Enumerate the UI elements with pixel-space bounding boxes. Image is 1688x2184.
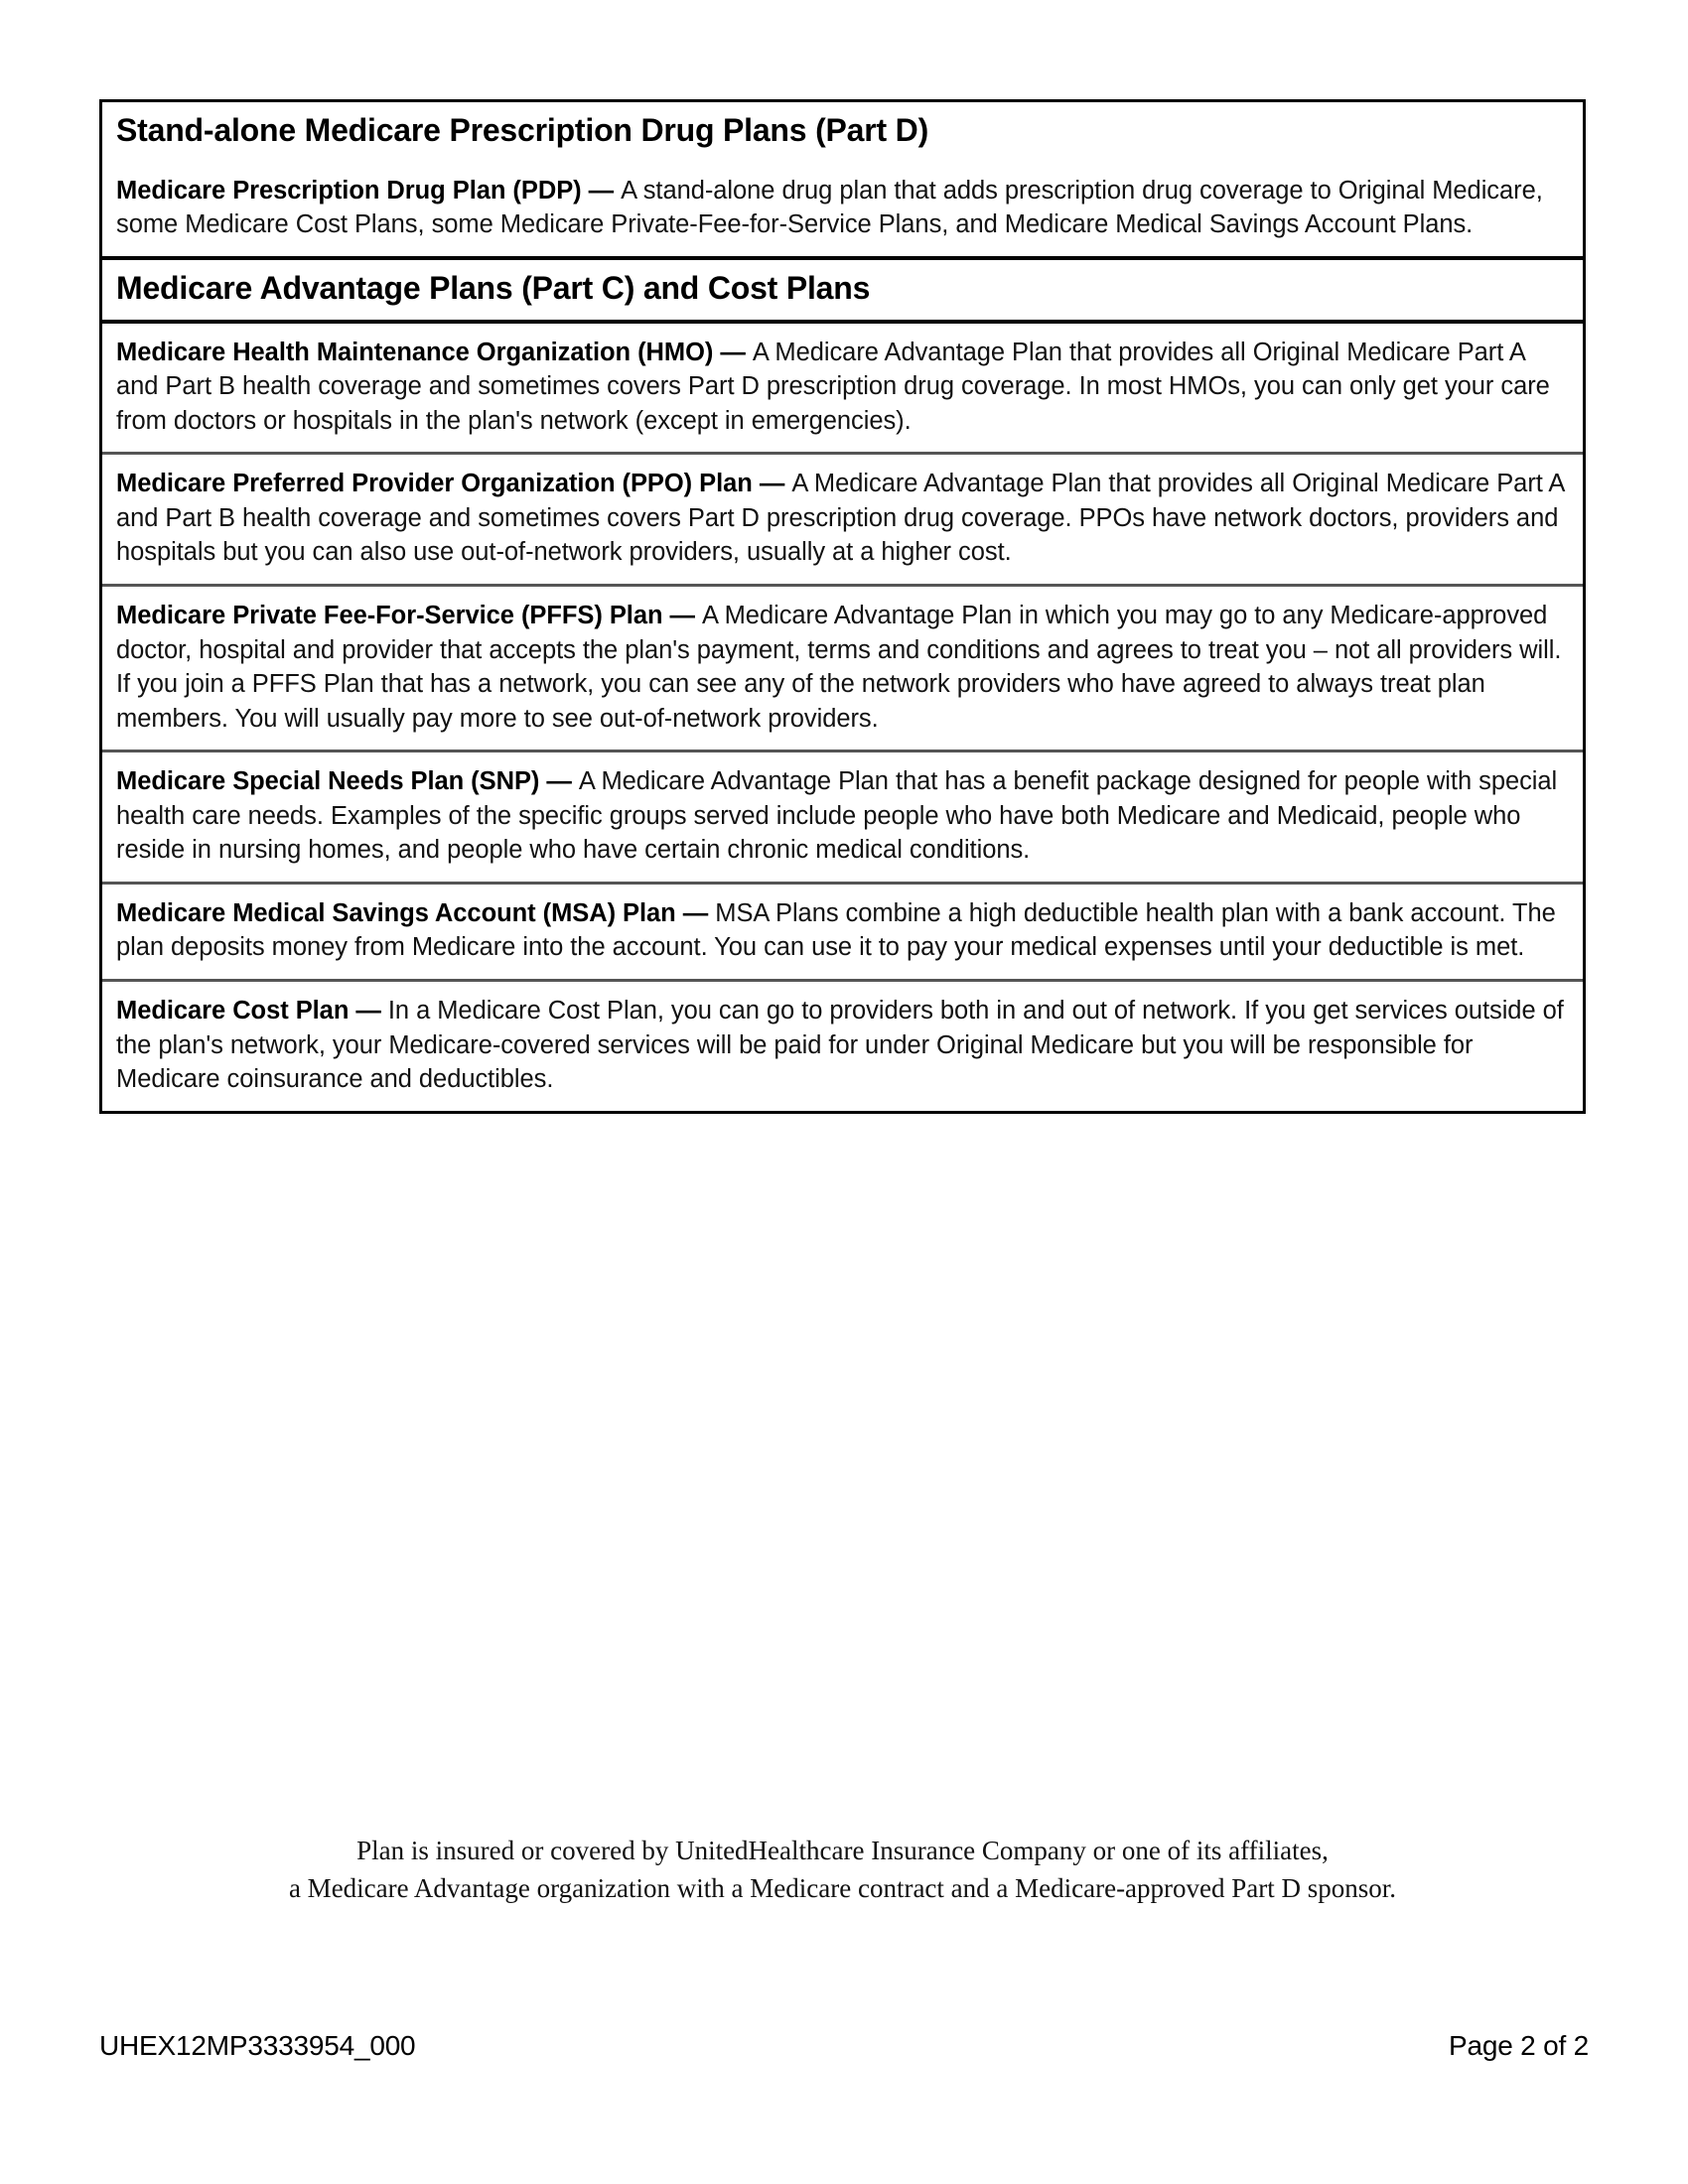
table-row	[102, 452, 1583, 584]
table-row	[102, 584, 1583, 750]
term-separator: —	[581, 176, 622, 205]
term-snp: Medicare Special Needs Plan (SNP)	[116, 767, 540, 796]
definition-cost-plan: In a Medicare Cost Plan, you can go to providers both in and out of network. If you get services outside of the plan's network, your Medicare-covered services will be paid for under Original Medicare but you will be responsible for Medicare coinsurance and deductibles.	[116, 996, 1564, 1094]
legal-disclaimer-line-2: a Medicare Advantage organization with a Medicare contract and a Medicare-approved Part D sponsor.	[288, 1873, 1397, 1904]
table-row	[102, 324, 1583, 453]
term-pdp: Medicare Prescription Drug Plan (PDP)	[116, 176, 582, 205]
definition-msa: MSA Plans combine a high deductible health plan with a bank account. The plan deposits money from Medicare into the account. You can use it to pay your medical expenses until your deductible is met.	[116, 898, 1556, 962]
term-pffs: Medicare Private Fee-For-Service (PFFS) Plan	[116, 602, 663, 630]
definition-pffs: A Medicare Advantage Plan in which you may go to any Medicare-approved doctor, hospital and provider that accepts the plan's payment, terms and conditions and agrees to treat you – not all providers will. If you join a PFFS Plan that has a network, you can see any of the network providers who have agreed to always treat plan members. You will usually pay more to see out-of-network providers.	[116, 602, 1562, 733]
section-header-part-d: Stand-alone Medicare Prescription Drug Plans (Part D)	[116, 112, 929, 148]
term-ppo: Medicare Preferred Provider Organization (PPO) Plan	[116, 470, 753, 498]
term-separator: —	[349, 996, 388, 1024]
plan-definitions-table	[99, 99, 1586, 1114]
table-row	[102, 979, 1583, 1111]
section-header-part-c: Medicare Advantage Plans (Part C) and Cost Plans	[102, 256, 1583, 324]
document-code: UHEX12MP3333954_000	[99, 2030, 416, 2061]
definition-hmo: A Medicare Advantage Plan that provides all Original Medicare Part A and Part B health coverage and sometimes covers Part D prescription drug coverage. In most HMOs, you can only get your care from doctors or hospitals in the plan's network (except in emergencies).	[116, 338, 1550, 435]
legal-disclaimer-line-1: Plan is insured or covered by UnitedHealthcare Insurance Company or one of its affiliates,	[356, 1836, 1329, 1865]
definition-pdp: A stand-alone drug plan that adds prescription drug coverage to Original Medicare, some Medicare Cost Plans, some Medicare Private-Fee-for-Service Plans, and Medicare Medical Savings Account Plans.	[116, 176, 1543, 239]
term-separator: —	[539, 767, 579, 796]
definition-snp: A Medicare Advantage Plan that has a benefit package designed for people with special health care needs. Examples of the specific groups served include people who have both Medicare and Medicaid, people who reside in nursing homes, and people who have certain chronic medical conditions.	[116, 767, 1558, 865]
term-separator: —	[662, 602, 703, 630]
term-separator: —	[675, 898, 716, 927]
term-hmo: Medicare Health Maintenance Organization (HMO)	[116, 338, 714, 366]
page-number: Page 2 of 2	[1448, 2030, 1589, 2061]
table-row	[102, 750, 1583, 882]
table-row	[102, 882, 1583, 979]
term-cost-plan: Medicare Cost Plan	[116, 996, 350, 1024]
table-row	[102, 162, 1583, 256]
legal-disclaimer	[99, 1832, 1586, 1908]
term-msa: Medicare Medical Savings Account (MSA) Plan	[116, 898, 676, 927]
term-separator: —	[752, 470, 792, 498]
term-separator: —	[713, 338, 753, 366]
definition-ppo: A Medicare Advantage Plan that provides all Original Medicare Part A and Part B health coverage and sometimes covers Part D prescription drug coverage. PPOs have network doctors, providers and hospitals but you can also use out-of-network providers, usually at a higher cost.	[116, 470, 1564, 567]
page-footer	[99, 2030, 1589, 2062]
